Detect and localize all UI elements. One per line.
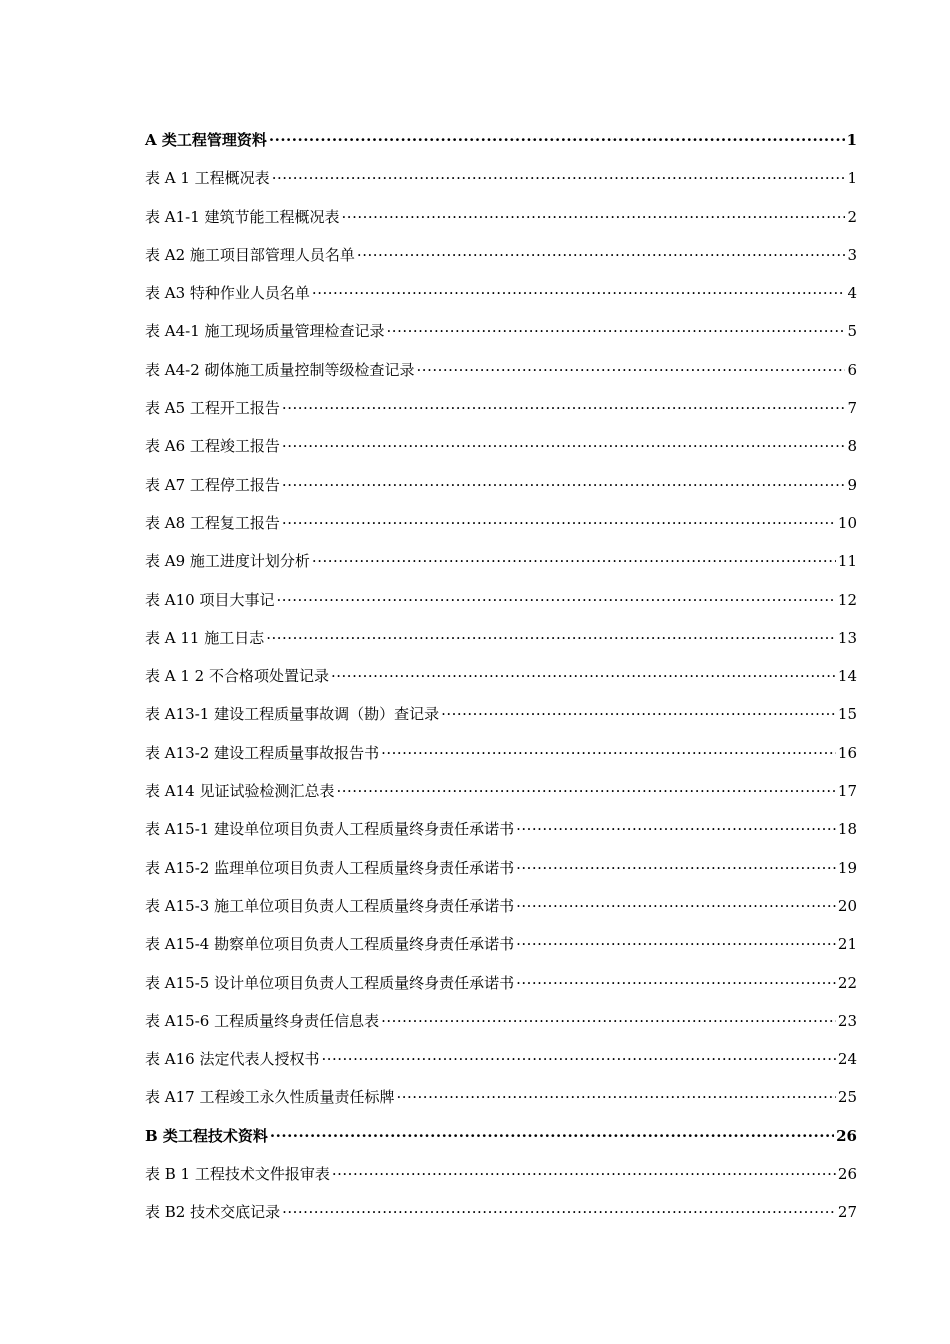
toc-leader-dots	[516, 887, 836, 925]
toc-entry-page: 16	[837, 743, 857, 762]
toc-entry-page: 11	[837, 552, 857, 571]
toc-entry-page: 9	[847, 475, 857, 494]
toc-leader-dots	[269, 121, 845, 159]
toc-leader-dots	[321, 1040, 835, 1078]
toc-entry[interactable]	[145, 657, 857, 695]
toc-entry-title: 表 A16 法定代表人授权书	[145, 1050, 320, 1069]
toc-entry-title: 表 A15-4 勘察单位项目负责人工程质量终身责任承诺书	[145, 935, 515, 954]
toc-entry[interactable]	[145, 1155, 857, 1193]
toc-entry[interactable]	[145, 964, 857, 1002]
toc-entry-title: 表 A15-5 设计单位项目负责人工程质量终身责任承诺书	[145, 973, 515, 992]
toc-entry[interactable]	[145, 159, 857, 197]
toc-leader-dots	[336, 772, 835, 810]
toc-entry[interactable]	[145, 849, 857, 887]
toc-entry-page: 19	[837, 858, 857, 877]
toc-entry[interactable]	[145, 734, 857, 772]
toc-leader-dots	[441, 695, 836, 733]
toc-leader-dots	[282, 427, 846, 465]
toc-leader-dots	[516, 849, 836, 887]
toc-leader-dots	[270, 1117, 834, 1155]
toc-entry-title: 表 A15-6 工程质量终身责任信息表	[145, 1011, 380, 1030]
toc-entry-title: 表 A15-2 监理单位项目负责人工程质量终身责任承诺书	[145, 858, 515, 877]
toc-entry-page: 12	[837, 590, 857, 609]
toc-leader-dots	[396, 1078, 835, 1116]
toc-entry-title: 表 A15-3 施工单位项目负责人工程质量终身责任承诺书	[145, 896, 515, 915]
toc-entry-title: 表 A2 施工项目部管理人员名单	[145, 245, 355, 264]
toc-entry[interactable]	[145, 466, 857, 504]
toc-entry-title: 表 A5 工程开工报告	[145, 399, 280, 418]
toc-entry-title: A 类工程管理资料	[145, 131, 267, 149]
toc-entry-page: 18	[837, 820, 857, 839]
toc-entry[interactable]	[145, 1002, 857, 1040]
toc-entry-page: 26	[836, 1126, 857, 1145]
toc-entry-title: 表 A 1 2 不合格项处置记录	[145, 667, 329, 686]
toc-entry-page: 25	[837, 1088, 857, 1107]
toc-entry-page: 13	[837, 628, 857, 647]
toc-entry-page: 4	[847, 284, 857, 303]
toc-entry-page: 15	[837, 705, 857, 724]
toc-entry-title: 表 A13-1 建设工程质量事故调（勘）查记录	[145, 705, 440, 724]
toc-entry-page: 21	[837, 935, 857, 954]
toc-entry-title: 表 A4-1 施工现场质量管理检查记录	[145, 322, 385, 341]
toc-leader-dots	[282, 466, 846, 504]
toc-entry-page: 26	[837, 1165, 857, 1184]
toc-entry-title: 表 B2 技术交底记录	[145, 1203, 281, 1222]
toc-entry-page: 1	[846, 131, 857, 149]
toc-entry[interactable]	[145, 810, 857, 848]
toc-entry-title: 表 A 1 工程概况表	[145, 169, 270, 188]
toc-entry[interactable]	[145, 581, 857, 619]
toc-entry-title: 表 A14 见证试验检测汇总表	[145, 782, 335, 801]
toc-entry[interactable]	[145, 695, 857, 733]
toc-entry-title: 表 A17 工程竣工永久性质量责任标牌	[145, 1088, 395, 1107]
toc-entry[interactable]	[145, 427, 857, 465]
toc-entry-page: 23	[837, 1011, 857, 1030]
toc-leader-dots	[282, 1193, 836, 1231]
toc-entry[interactable]	[145, 504, 857, 542]
toc-entry-page: 1	[847, 169, 857, 188]
toc-entry-page: 17	[837, 782, 857, 801]
toc-leader-dots	[331, 657, 836, 695]
toc-entry-page: 22	[837, 973, 857, 992]
toc-entry-title: 表 A 11 施工日志	[145, 628, 265, 647]
toc-entry-title: 表 A15-1 建设单位项目负责人工程质量终身责任承诺书	[145, 820, 515, 839]
toc-entry-title: 表 A10 项目大事记	[145, 590, 275, 609]
toc-leader-dots	[282, 389, 846, 427]
toc-leader-dots	[516, 925, 836, 963]
toc-leader-dots	[516, 810, 836, 848]
toc-leader-dots	[387, 312, 846, 350]
toc-leader-dots	[272, 159, 846, 197]
toc-entry[interactable]	[145, 274, 857, 312]
toc-entry[interactable]	[145, 772, 857, 810]
toc-entry[interactable]	[145, 198, 857, 236]
toc-entry[interactable]	[145, 312, 857, 350]
toc-entry-title: 表 A7 工程停工报告	[145, 475, 280, 494]
toc-entry-title: B 类工程技术资料	[145, 1126, 268, 1145]
toc-entry-page: 20	[837, 896, 857, 915]
toc-entry-page: 24	[837, 1050, 857, 1069]
toc-entry[interactable]	[145, 1193, 857, 1231]
toc-leader-dots	[417, 351, 846, 389]
toc-entry[interactable]	[145, 1040, 857, 1078]
toc-entry-title: 表 A8 工程复工报告	[145, 513, 280, 532]
toc-entry-page: 27	[837, 1203, 857, 1222]
toc-leader-dots	[381, 1002, 836, 1040]
toc-leader-dots	[332, 1155, 836, 1193]
toc-entry[interactable]	[145, 351, 857, 389]
toc-entry-page: 3	[847, 245, 857, 264]
toc-entry[interactable]	[145, 1117, 857, 1155]
toc-entry[interactable]	[145, 925, 857, 963]
toc-leader-dots	[357, 236, 846, 274]
toc-leader-dots	[266, 619, 836, 657]
toc-entry[interactable]	[145, 542, 857, 580]
toc-entry-title: 表 A4-2 砌体施工质量控制等级检查记录	[145, 360, 415, 379]
toc-entry[interactable]	[145, 121, 857, 159]
toc-entry[interactable]	[145, 236, 857, 274]
toc-entry-page: 2	[847, 207, 857, 226]
toc-entry-title: 表 A6 工程竣工报告	[145, 437, 280, 456]
toc-entry-page: 7	[847, 399, 857, 418]
toc-entry-title: 表 A13-2 建设工程质量事故报告书	[145, 743, 380, 762]
toc-entry-title: 表 B 1 工程技术文件报审表	[145, 1165, 330, 1184]
toc-entry-page: 8	[847, 437, 857, 456]
toc-leader-dots	[312, 274, 846, 312]
toc-entry-title: 表 A9 施工进度计划分析	[145, 552, 310, 571]
toc-entry-page: 10	[837, 513, 857, 532]
toc-entry[interactable]	[145, 619, 857, 657]
toc-leader-dots	[312, 542, 836, 580]
toc-leader-dots	[276, 581, 835, 619]
toc-entry-title: 表 A3 特种作业人员名单	[145, 284, 310, 303]
toc-leader-dots	[381, 734, 836, 772]
toc-entry-title: 表 A1-1 建筑节能工程概况表	[145, 207, 340, 226]
toc-entry[interactable]	[145, 389, 857, 427]
toc-leader-dots	[282, 504, 836, 542]
toc-entry[interactable]	[145, 887, 857, 925]
table-of-contents	[145, 121, 857, 1232]
toc-entry[interactable]	[145, 1078, 857, 1116]
toc-entry-page: 6	[847, 360, 857, 379]
toc-leader-dots	[342, 198, 846, 236]
toc-entry-page: 14	[837, 667, 857, 686]
toc-leader-dots	[516, 964, 836, 1002]
toc-entry-page: 5	[847, 322, 857, 341]
